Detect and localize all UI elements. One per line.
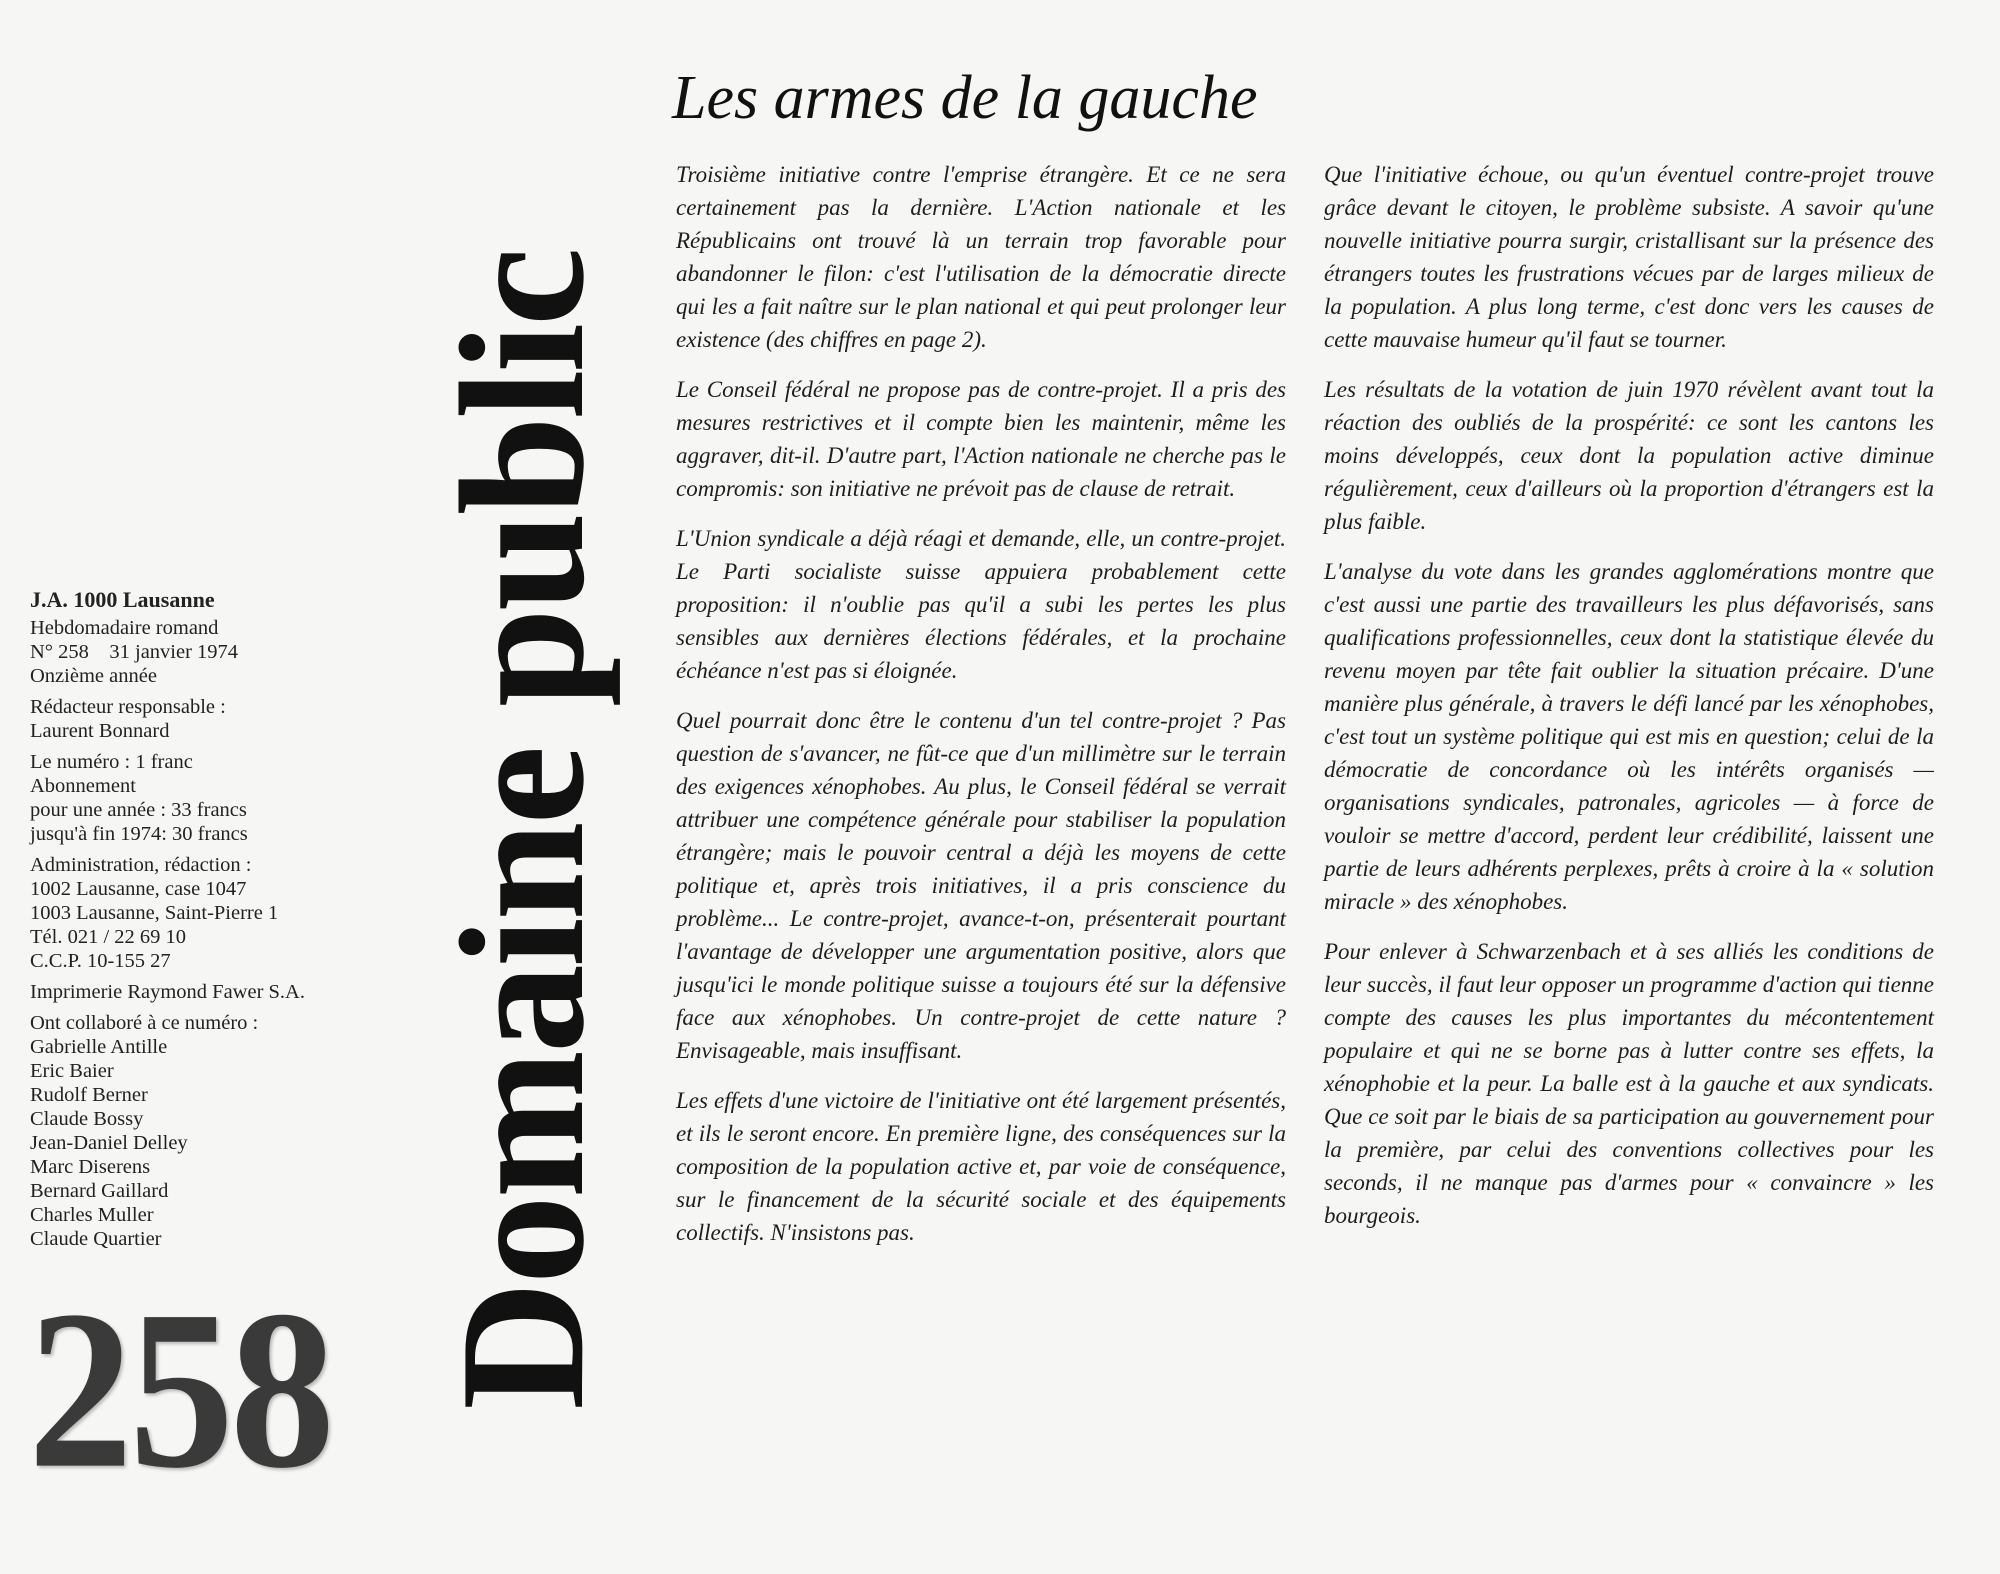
address-label: Administration, rédaction : xyxy=(30,854,252,876)
partial-price: jusqu'à fin 1974: 30 francs xyxy=(30,823,248,845)
article-headline: Les armes de la gauche xyxy=(672,64,1258,132)
editor-label: Rédacteur responsable : xyxy=(30,696,226,718)
phone: Tél. 021 / 22 69 10 xyxy=(30,926,187,948)
editor-name: Laurent Bonnard xyxy=(30,720,170,742)
issue-date: N° 258 31 janvier 1974 xyxy=(30,641,239,663)
contributor: Eric Baier xyxy=(30,1060,114,1082)
article-column-1 xyxy=(676,158,1286,1266)
paragraph: Les résultats de la votation de juin 1970 révèlent avant tout la réaction des oubliés de la prospérité: ce sont les cantons les moins développés, ceux dont la population active diminue régulièrement, ceux d'ailleurs où la proportion d'étrangers est la plus faible. xyxy=(1324,377,1934,534)
printer-block xyxy=(30,980,430,1004)
subscription-label: Abonnement xyxy=(30,775,136,797)
paragraph: Troisième initiative contre l'emprise étrangère. Et ce ne sera certainement pas la dernière. L'Action nationale et les Républicains ont trouvé là un terrain trop favorable pour abandonner le filon: c'est l'utilisation de la démocratie directe qui les a fait naître sur le plan national et qui peut prolonger leur existence (des chiffres en page 2). xyxy=(676,162,1286,352)
paragraph: Les effets d'une victoire de l'initiative ont été largement présentés, et ils le seront encore. En première ligne, des conséquences sur la composition de la population active et, par voie de conséquence, sur le financement de la sécurité sociale et des équipements collectifs. N'insistons pas. xyxy=(676,1088,1286,1245)
publication-type: Hebdomadaire romand xyxy=(30,617,219,639)
publication-details xyxy=(30,616,430,688)
contributor: Gabrielle Antille xyxy=(30,1036,168,1058)
contributor: Rudolf Berner xyxy=(30,1084,148,1106)
paragraph: Quel pourrait donc être le contenu d'un tel contre-projet ? Pas question de s'avancer, ne fût-ce que d'un millimètre sur le terrain des exigences xénophobes. Au plus, le Conseil fédéral se verrait attribuer une compétence générale pour stabiliser la population étrangère; mais le pouvoir central a déjà les moyens de cette politique et, après trois initiatives, il a pris conscience du problème... Le contre-projet, avance-t-on, présenterait pourtant l'avantage de développer une argumentation positive, alors que jusqu'ici le monde politique suisse a toujours été sur la défensive face aux xénophobes. Un contre-projet de cette nature ? Envisageable, mais insuffisant. xyxy=(676,708,1286,1063)
contributor: Claude Quartier xyxy=(30,1228,162,1250)
paragraph: Que l'initiative échoue, ou qu'un éventuel contre-projet trouve grâce devant le citoyen, le problème subsiste. A savoir qu'une nouvelle initiative pourra surgir, cristallisant sur la présence des étrangers toutes les frustrations vécues par de larges milieux de la population. A plus long terme, c'est donc vers les causes de cette mauvaise humeur qu'il faut se tourner. xyxy=(1324,162,1934,352)
editor-block xyxy=(30,695,430,743)
article-column-2 xyxy=(1324,158,1934,1249)
contributor: Jean-Daniel Delley xyxy=(30,1132,188,1154)
contributors-block xyxy=(30,1011,430,1251)
yearly-price: pour une année : 33 francs xyxy=(30,799,247,821)
masthead-title: Domaine public xyxy=(423,250,621,1410)
paragraph: Pour enlever à Schwarzenbach et à ses alliés les conditions de leur succès, il faut leur opposer un programme d'action qui tienne compte des causes les plus importantes du mécontentement populaire et qui ne se borne pas à lutter contre ses effets, la xénophobie et la peur. La balle est à la gauche et aux syndicats. Que ce soit par le biais de sa participation au gouvernement pour la première, par celui des conventions collectives pour les seconds, il ne manque pas d'armes pour « convaincre » les bourgeois. xyxy=(1324,939,1934,1228)
masthead-container xyxy=(423,140,621,1520)
contributor: Claude Bossy xyxy=(30,1108,144,1130)
printer: Imprimerie Raymond Fawer S.A. xyxy=(30,981,305,1003)
issue-number: 258 xyxy=(28,1264,331,1516)
postal-account: C.C.P. 10-155 27 xyxy=(30,950,171,972)
paragraph: Le Conseil fédéral ne propose pas de contre-projet. Il a pris des mesures restrictives et il compte bien les maintenir, même les aggraver, dit-il. D'autre part, l'Action nationale ne cherche pas le compromis: son initiative ne prévoit pas de clause de retrait. xyxy=(676,377,1286,501)
publication-year: Onzième année xyxy=(30,665,157,687)
contributor: Marc Diserens xyxy=(30,1156,151,1178)
contributor: Charles Muller xyxy=(30,1204,154,1226)
single-price: Le numéro : 1 franc xyxy=(30,751,193,773)
address-block xyxy=(30,853,430,973)
price-block xyxy=(30,750,430,846)
contributors-label: Ont collaboré à ce numéro : xyxy=(30,1012,259,1034)
address-line: 1002 Lausanne, case 1047 xyxy=(30,878,247,900)
publication-info xyxy=(30,588,430,1258)
paragraph: L'Union syndicale a déjà réagi et demande, elle, un contre-projet. Le Parti socialiste suisse appuiera probablement cette proposition: il n'oublie pas qu'il a subi les pertes les plus sensibles aux dernières élections fédérales, et la prochaine échéance n'est pas si éloignée. xyxy=(676,526,1286,683)
contributor: Bernard Gaillard xyxy=(30,1180,169,1202)
postal-mark: J.A. 1000 Lausanne xyxy=(30,587,215,612)
paragraph: L'analyse du vote dans les grandes agglomérations montre que c'est aussi une partie des travailleurs les plus défavorisés, sans qualifications professionnelles, ceux dont la statistique élevée du revenu moyen par tête fait oublier la situation précaire. D'une manière plus générale, à travers le défi lancé par les xénophobes, c'est tout un système politique qui est mis en question; celui de la démocratie de concordance où les intérêts organisés — organisations syndicales, patronales, agricoles — à force de vouloir se mettre d'accord, perdent leur crédibilité, laissent une partie de leurs adhérents perplexes, prêts à croire à la « solution miracle » des xénophobes. xyxy=(1324,559,1934,914)
address-line: 1003 Lausanne, Saint-Pierre 1 xyxy=(30,902,279,924)
